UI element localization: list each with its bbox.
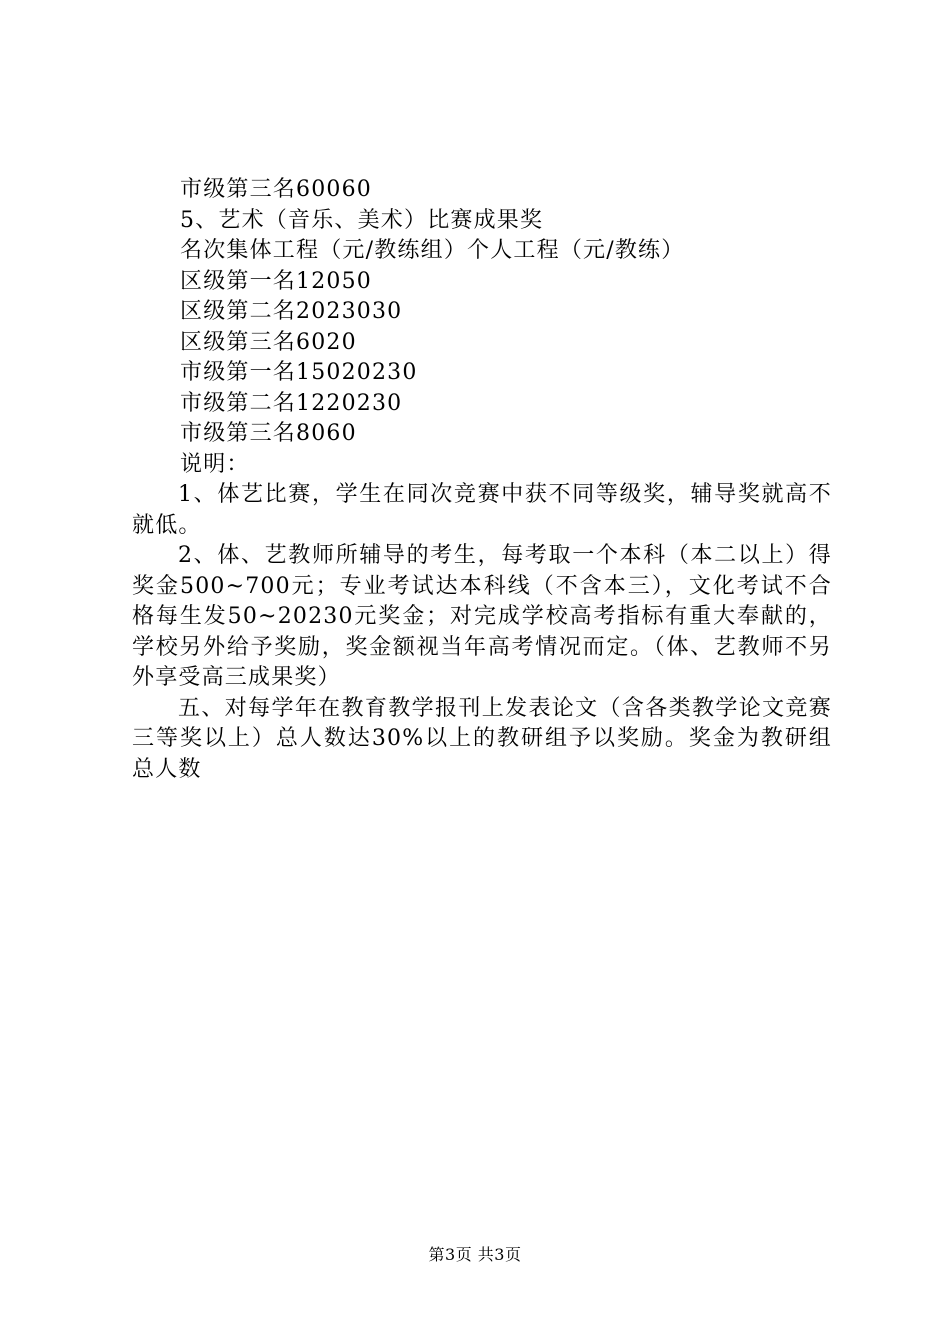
text-line: 区级第一名12050 bbox=[180, 268, 372, 294]
text-line: 区级第二名2023030 bbox=[180, 299, 403, 324]
paragraph-note-1: 1、体艺比赛，学生在同次竞赛中获不同等级奖，辅导奖就高不就低。 bbox=[132, 482, 832, 538]
page-footer: 第3页 共3页 bbox=[428, 1245, 522, 1264]
text-line: 市级第一名15020230 bbox=[180, 360, 418, 385]
text-line: 区级第三名6020 bbox=[180, 329, 357, 355]
paragraph-section-5: 五、对每学年在教育教学报刊上发表论文（含各类教学论文竞赛三等奖以上）总人数达30%以上的教研组予以奖励。奖金为教研组总人数 bbox=[132, 695, 832, 782]
document-body bbox=[132, 175, 832, 785]
notes-heading: 说明： bbox=[180, 451, 250, 477]
text-line: 市级第三名60060 bbox=[180, 177, 372, 202]
paragraph-note-2: 2、体、艺教师所辅导的考生，每考取一个本科（本二以上）得奖金500~700元；专业考试达本科线（不含本三），文化考试不合格每生发50~20230元奖金；对完成学校高考指标有重大奉献的，学校另外给予奖励，奖金额视当年高考情况而定。（体、艺教师不另外享受高三成果奖） bbox=[132, 543, 832, 690]
text-line: 市级第三名8060 bbox=[180, 421, 357, 446]
table-header-line: 名次集体工程（元/教练组）个人工程（元/教练） bbox=[180, 238, 685, 263]
section-heading: 5、艺术（音乐、美术）比赛成果奖 bbox=[180, 207, 544, 233]
text-line: 市级第二名1220230 bbox=[180, 390, 403, 416]
